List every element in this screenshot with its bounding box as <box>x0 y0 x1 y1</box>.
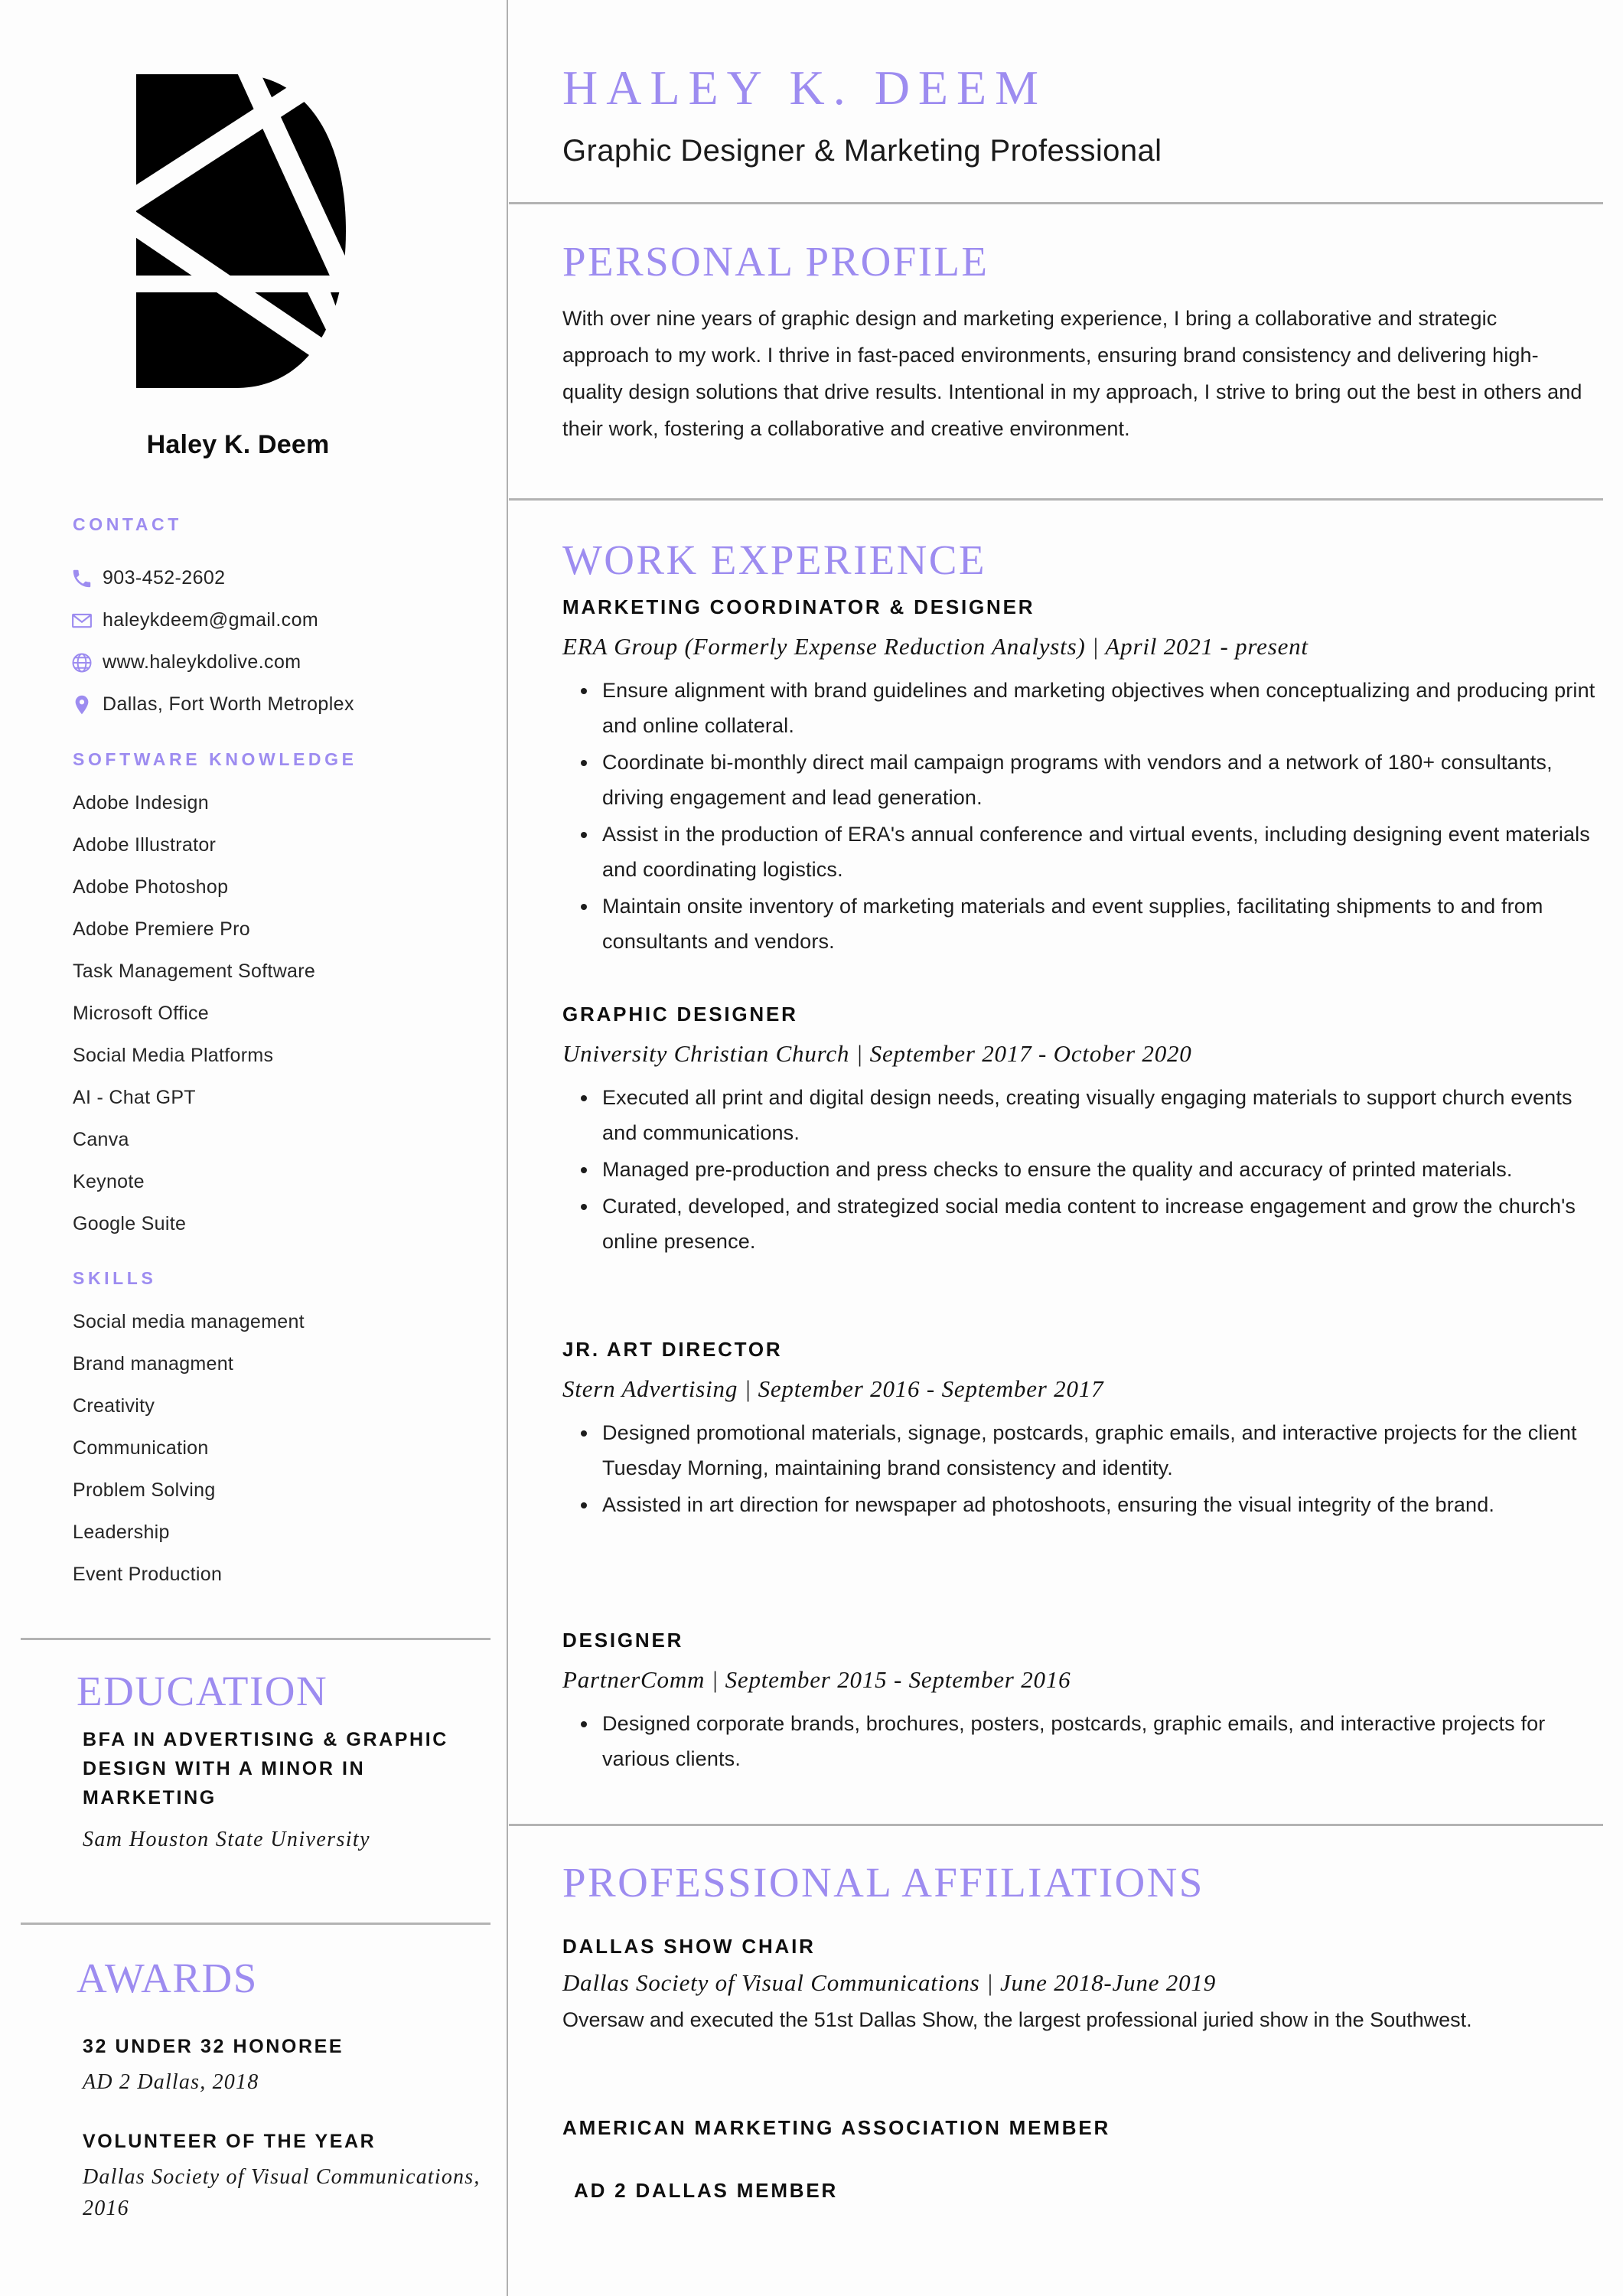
list-item: Leadership <box>73 1521 170 1543</box>
work-entry <box>562 595 1595 960</box>
bullet: Executed all print and digital design needs, creating visually engaging materials to support church events and communications. <box>602 1080 1595 1150</box>
bullet: Curated, developed, and strategized social media content to increase engagement and grow the church's online presence. <box>602 1189 1595 1259</box>
logo <box>127 32 349 488</box>
award-title: 32 UNDER 32 HONOREE <box>83 2036 344 2057</box>
skills-heading: SKILLS <box>73 1268 157 1288</box>
contact-website-value: www.haleykdolive.com <box>103 651 301 673</box>
job-meta: ERA Group (Formerly Expense Reduction Analysts) | April 2021 - present <box>562 633 1309 660</box>
list-item: Task Management Software <box>73 960 316 982</box>
job-meta: Stern Advertising | September 2016 - September 2017 <box>562 1375 1104 1402</box>
envelope-icon <box>70 609 103 632</box>
list-item: Brand managment <box>73 1353 234 1375</box>
list-item: Adobe Premiere Pro <box>73 918 250 940</box>
contact-location-value: Dallas, Fort Worth Metroplex <box>103 693 354 715</box>
page-subtitle: Graphic Designer & Marketing Professional <box>562 134 1162 168</box>
bullet: Designed corporate brands, brochures, posters, postcards, graphic emails, and interactive projects for various clients. <box>602 1706 1595 1776</box>
list-item: Event Production <box>73 1564 223 1585</box>
award-title: VOLUNTEER OF THE YEAR <box>83 2131 376 2152</box>
job-bullets <box>562 1415 1595 1522</box>
contact-phone[interactable] <box>70 557 499 599</box>
award-subtitle: Dallas Society of Visual Communications, 2016 <box>83 2165 481 2220</box>
contact-location[interactable] <box>70 683 499 726</box>
bullet: Designed promotional materials, signage, postcards, graphic emails, and interactive projects for the client Tuesday Morning, maintaining brand consistency and identity. <box>602 1415 1595 1486</box>
software-list <box>73 782 501 1245</box>
list-item: Social media management <box>73 1311 305 1332</box>
sidebar <box>0 0 507 2296</box>
job-bullets <box>562 1706 1595 1776</box>
work-heading: WORK EXPERIENCE <box>562 536 986 583</box>
job-bullets <box>562 1080 1595 1259</box>
phone-icon <box>70 567 103 590</box>
affiliation-title: DALLAS SHOW CHAIR <box>562 1935 816 1958</box>
hkd-monogram-icon <box>127 32 349 430</box>
list-item: Canva <box>73 1129 129 1150</box>
list-item: Communication <box>73 1437 209 1459</box>
contact-heading: CONTACT <box>73 514 182 534</box>
list-item: Problem Solving <box>73 1479 216 1501</box>
software-heading: SOFTWARE KNOWLEDGE <box>73 749 357 769</box>
job-meta: PartnerComm | September 2015 - September 2016 <box>562 1666 1071 1693</box>
award-subtitle: AD 2 Dallas, 2018 <box>83 2070 259 2094</box>
education-heading: EDUCATION <box>77 1668 328 1714</box>
contact-email-value: haleykdeem@gmail.com <box>103 609 319 631</box>
bullet: Managed pre-production and press checks to ensure the quality and accuracy of printed materials. <box>602 1152 1595 1187</box>
skills-list <box>73 1301 501 1596</box>
work-entry <box>562 1338 1595 1524</box>
affiliation-meta: Dallas Society of Visual Communications | June 2018-June 2019 <box>562 1969 1217 1996</box>
profile-heading: PERSONAL PROFILE <box>562 238 989 285</box>
affiliations-heading: PROFESSIONAL AFFILIATIONS <box>562 1859 1204 1906</box>
list-item: Adobe Photoshop <box>73 876 229 898</box>
work-entry <box>562 1629 1595 1778</box>
bullet: Coordinate bi-monthly direct mail campaign programs with vendors and a network of 180+ consultants, driving engagement and lead generation. <box>602 745 1595 815</box>
affiliation-member: AMERICAN MARKETING ASSOCIATION MEMBER <box>562 2116 1111 2139</box>
list-item: Social Media Platforms <box>73 1045 274 1066</box>
affiliation-entry <box>562 1935 1595 2037</box>
education-school: Sam Houston State University <box>83 1828 370 1851</box>
affiliation-description: Oversaw and executed the 51st Dallas Show, the largest professional juried show in the Southwest. <box>562 2008 1472 2031</box>
job-title: MARKETING COORDINATOR & DESIGNER <box>562 595 1035 618</box>
page-title: HALEY K. DEEM <box>562 60 1047 115</box>
list-item: Adobe Illustrator <box>73 834 217 856</box>
logo-name: Haley K. Deem <box>146 430 330 459</box>
bullet: Assisted in art direction for newspaper ad photoshoots, ensuring the visual integrity of the brand. <box>602 1487 1595 1522</box>
list-item: Google Suite <box>73 1213 187 1234</box>
location-pin-icon <box>70 693 103 716</box>
bullet: Assist in the production of ERA's annual conference and virtual events, including designing event materials and coordinating logistics. <box>602 817 1595 887</box>
bullet: Maintain onsite inventory of marketing materials and event supplies, facilitating shipments to and from consultants and vendors. <box>602 889 1595 959</box>
main-column <box>507 0 1623 2296</box>
profile-body: With over nine years of graphic design and marketing experience, I bring a collaborative and strategic approach to my work. I thrive in fast-paced environments, ensuring brand consistency and delivering high-quality design solutions that drive results. Intentional in my approach, I strive to bring out the best in others and their work, fostering a collaborative and creative environment. <box>562 307 1582 440</box>
awards-heading: AWARDS <box>77 1955 258 2001</box>
globe-icon <box>70 651 103 674</box>
contact-website[interactable] <box>70 641 499 683</box>
job-bullets <box>562 673 1595 959</box>
bullet: Ensure alignment with brand guidelines and marketing objectives when conceptualizing and producing print and online collateral. <box>602 673 1595 743</box>
affiliation-member: AD 2 DALLAS MEMBER <box>574 2179 839 2202</box>
contact-phone-value: 903-452-2602 <box>103 567 226 589</box>
work-entry <box>562 1003 1595 1261</box>
job-title: JR. ART DIRECTOR <box>562 1338 783 1361</box>
job-title: DESIGNER <box>562 1629 684 1652</box>
list-item: AI - Chat GPT <box>73 1087 196 1108</box>
job-meta: University Christian Church | September 2017 - October 2020 <box>562 1040 1192 1067</box>
education-degree: BFA IN ADVERTISING & GRAPHIC DESIGN WITH A MINOR IN MARKETING <box>83 1729 448 1808</box>
list-item: Creativity <box>73 1395 155 1417</box>
contact-list <box>70 557 499 726</box>
job-title: GRAPHIC DESIGNER <box>562 1003 798 1026</box>
list-item: Adobe Indesign <box>73 792 209 814</box>
contact-email[interactable] <box>70 599 499 641</box>
list-item: Microsoft Office <box>73 1003 209 1024</box>
list-item: Keynote <box>73 1171 145 1192</box>
